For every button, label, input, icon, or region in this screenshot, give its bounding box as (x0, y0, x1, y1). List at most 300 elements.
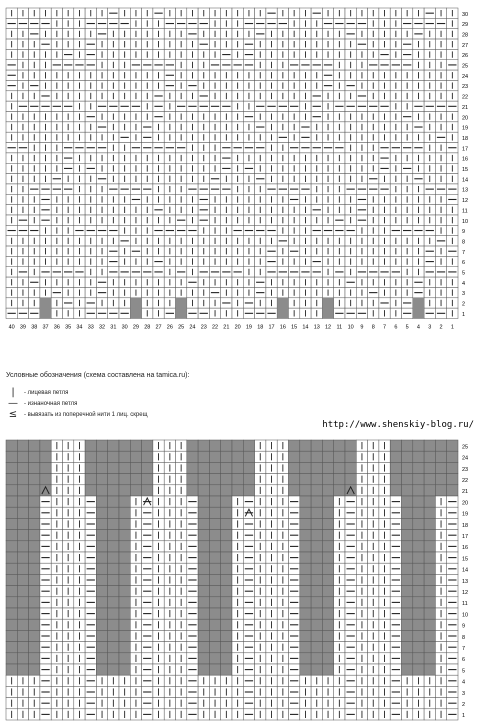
chart-cell (413, 462, 424, 473)
chart-cell (96, 496, 107, 507)
col-label: 11 (336, 324, 343, 331)
chart-cell (198, 642, 209, 653)
chart-cell (424, 451, 435, 462)
row-label: 3 (462, 291, 466, 298)
chart-cell (311, 563, 322, 574)
row-label: 2 (462, 702, 466, 708)
col-label: 29 (132, 324, 140, 331)
chart-cell (17, 642, 28, 653)
chart-cell (29, 496, 40, 507)
chart-cell (29, 552, 40, 563)
chart-cell (6, 474, 17, 485)
chart-cell (96, 630, 107, 641)
chart-cell (85, 451, 96, 462)
chart-cell (221, 530, 232, 541)
chart-cell (187, 440, 198, 451)
chart-cell (447, 462, 458, 473)
chart-cell (322, 474, 333, 485)
chart-cell (17, 586, 28, 597)
chart-cell (413, 440, 424, 451)
row-label: 21 (462, 489, 469, 496)
col-label: 32 (98, 324, 106, 331)
col-label: 24 (189, 324, 196, 331)
row-label: 17 (462, 534, 469, 540)
chart-cell (413, 507, 424, 518)
chart-cell (130, 462, 141, 473)
chart-cell (17, 507, 28, 518)
gray-cell (40, 298, 51, 319)
chart-cell (311, 574, 322, 585)
chart-cell (221, 642, 232, 653)
chart-cell (345, 440, 356, 451)
chart-cell (96, 541, 107, 552)
chart-cell (6, 530, 17, 541)
chart-cell (435, 485, 446, 496)
chart-cell (96, 574, 107, 585)
col-label: 2 (439, 324, 443, 331)
chart-cell (209, 664, 220, 675)
chart-cell (300, 518, 311, 529)
chart-cell (300, 642, 311, 653)
chart-cell (198, 507, 209, 518)
purl-stitch-icon: — (8, 398, 18, 409)
row-label: 7 (462, 646, 466, 652)
chart-cell (334, 451, 345, 462)
chart-cell (424, 440, 435, 451)
row-label: 28 (462, 32, 469, 39)
row-label: 9 (462, 623, 466, 630)
chart-cell (311, 552, 322, 563)
row-label: 16 (462, 156, 469, 163)
chart-cell (17, 541, 28, 552)
chart-cell (311, 507, 322, 518)
row-label: 22 (462, 94, 469, 101)
chart-cell (300, 653, 311, 664)
chart-cell (334, 474, 345, 485)
chart-cell (424, 597, 435, 608)
row-label: 19 (462, 125, 469, 132)
legend-label-knit: - лицевая петля (24, 390, 69, 396)
chart-cell (413, 518, 424, 529)
chart-cell (311, 664, 322, 675)
chart-cell (334, 440, 345, 451)
chart-cell (221, 630, 232, 641)
row-label: 19 (462, 511, 469, 518)
chart-cell (311, 462, 322, 473)
chart-cell (96, 563, 107, 574)
col-label: 14 (302, 324, 309, 331)
chart-cell (300, 563, 311, 574)
chart-cell (108, 619, 119, 630)
col-label: 22 (211, 324, 219, 331)
chart-cell (424, 507, 435, 518)
col-label: 15 (291, 324, 298, 331)
row-label: 9 (462, 229, 466, 236)
col-label: 21 (223, 324, 230, 331)
chart-cell (424, 608, 435, 619)
chart-cell (413, 642, 424, 653)
chart-cell (29, 518, 40, 529)
chart-cell (243, 485, 254, 496)
chart-cell (108, 552, 119, 563)
row-label: 18 (462, 135, 469, 142)
chart-cell (322, 653, 333, 664)
chart-cell (221, 563, 232, 574)
legend (0, 368, 480, 428)
chart-cell (221, 474, 232, 485)
chart-cell (29, 597, 40, 608)
row-label: 18 (462, 522, 469, 529)
chart-cell (29, 485, 40, 496)
col-label: 5 (405, 324, 409, 331)
chart-cell (402, 653, 413, 664)
chart-cell (96, 552, 107, 563)
col-label: 39 (19, 324, 27, 331)
chart-cell (300, 474, 311, 485)
chart-cell (232, 462, 243, 473)
chart-cell (413, 541, 424, 552)
chart-cell (96, 586, 107, 597)
chart-cell (198, 496, 209, 507)
row-label: 25 (462, 63, 469, 70)
chart-cell (6, 619, 17, 630)
chart-cell (142, 485, 153, 496)
chart-cell (221, 496, 232, 507)
row-label: 24 (462, 455, 469, 462)
chart-cell (96, 518, 107, 529)
chart-cell (6, 496, 17, 507)
chart-cell (322, 518, 333, 529)
chart-cell (119, 451, 130, 462)
chart-cell (119, 485, 130, 496)
row-label: 17 (462, 146, 469, 153)
chart-cell (6, 642, 17, 653)
col-label: 26 (166, 324, 173, 331)
chart-cell (300, 586, 311, 597)
chart-cell (209, 574, 220, 585)
chart-cell (424, 630, 435, 641)
chart-cell (289, 474, 300, 485)
chart-cell (424, 485, 435, 496)
chart-cell (108, 664, 119, 675)
chart-cell (17, 530, 28, 541)
chart-cell (402, 597, 413, 608)
chart-cell (198, 518, 209, 529)
col-label: 31 (110, 324, 117, 331)
chart-cell (17, 462, 28, 473)
chart-cell (289, 485, 300, 496)
chart-cell (322, 630, 333, 641)
chart-cell (187, 485, 198, 496)
chart-cell (85, 474, 96, 485)
col-label: 4 (416, 324, 420, 331)
chart-cell (96, 507, 107, 518)
chart-cell (108, 440, 119, 451)
chart-cell (29, 462, 40, 473)
chart-cell (142, 474, 153, 485)
chart-cell (424, 664, 435, 675)
chart-cell (108, 608, 119, 619)
chart-cell (142, 440, 153, 451)
chart-cell (29, 642, 40, 653)
chart-cell (300, 451, 311, 462)
chart-cell (221, 485, 232, 496)
chart-cell (17, 552, 28, 563)
row-label: 10 (462, 612, 469, 619)
row-label: 16 (462, 545, 469, 552)
row-label: 1 (462, 311, 466, 318)
row-label: 8 (462, 634, 466, 641)
chart-cell (108, 586, 119, 597)
chart-cell (424, 574, 435, 585)
chart-cell (390, 474, 401, 485)
chart-cell (300, 664, 311, 675)
chart-cell (424, 586, 435, 597)
chart-cell (413, 485, 424, 496)
chart-cell (402, 541, 413, 552)
chart-cell (300, 597, 311, 608)
chart-cell (108, 597, 119, 608)
chart-cell (424, 496, 435, 507)
col-label: 1 (450, 324, 454, 331)
chart-cell (108, 462, 119, 473)
chart-cell (221, 462, 232, 473)
row-label: 26 (462, 53, 469, 60)
chart-cell (221, 586, 232, 597)
chart-cell (209, 496, 220, 507)
chart-cell (209, 541, 220, 552)
chart-cell (198, 574, 209, 585)
chart-cell (424, 563, 435, 574)
col-label: 35 (65, 324, 72, 331)
row-label: 6 (462, 657, 466, 664)
chart-cell (300, 574, 311, 585)
row-label: 8 (462, 239, 466, 246)
chart-cell (209, 630, 220, 641)
row-label: 11 (462, 208, 468, 215)
chart-cell (29, 664, 40, 675)
chart-cell (311, 642, 322, 653)
chart-cell (209, 552, 220, 563)
chart-cell (413, 530, 424, 541)
chart-cell (209, 474, 220, 485)
chart-cell (424, 541, 435, 552)
chart-cell (311, 619, 322, 630)
chart-cell (322, 619, 333, 630)
chart-cell (17, 440, 28, 451)
row-label: 14 (462, 177, 469, 184)
chart-cell (209, 451, 220, 462)
col-label: 25 (178, 324, 185, 331)
row-label: 20 (462, 500, 469, 507)
chart-cell (6, 518, 17, 529)
chart-cell (6, 541, 17, 552)
col-label: 8 (371, 324, 375, 331)
chart-cell (435, 440, 446, 451)
chart-cell (108, 507, 119, 518)
chart-cell (96, 451, 107, 462)
chart-cell (402, 507, 413, 518)
chart-cell (413, 608, 424, 619)
chart-cell (17, 563, 28, 574)
chart-cell (119, 574, 130, 585)
chart-cell (17, 608, 28, 619)
chart-cell (108, 630, 119, 641)
chart-cell (108, 653, 119, 664)
chart-cell (119, 440, 130, 451)
chart-cell (322, 507, 333, 518)
chart-cell (96, 664, 107, 675)
chart-cell (447, 485, 458, 496)
chart-cell (322, 664, 333, 675)
chart-cell (311, 586, 322, 597)
chart-cell (402, 586, 413, 597)
chart-cell (17, 451, 28, 462)
chart-cell (402, 630, 413, 641)
row-label: 12 (462, 198, 469, 205)
chart-cell (424, 653, 435, 664)
chart-cell (424, 518, 435, 529)
chart-cell (6, 552, 17, 563)
gray-cell (277, 298, 288, 319)
chart-cell (198, 597, 209, 608)
row-label: 4 (462, 679, 466, 686)
chart-cell (402, 552, 413, 563)
chart-cell (402, 619, 413, 630)
chart-cell (345, 474, 356, 485)
chart-cell (402, 496, 413, 507)
chart-cell (232, 474, 243, 485)
chart-cell (29, 619, 40, 630)
chart-cell (119, 462, 130, 473)
chart-cell (29, 451, 40, 462)
chart-cell (29, 474, 40, 485)
chart-cell (300, 619, 311, 630)
chart-cell (119, 541, 130, 552)
chart-cell (209, 440, 220, 451)
chart-cell (209, 586, 220, 597)
chart-cell (17, 485, 28, 496)
chart-cell (402, 440, 413, 451)
gray-cell (176, 298, 187, 319)
chart-cell (322, 462, 333, 473)
chart-cell (413, 619, 424, 630)
col-label: 13 (313, 324, 320, 331)
chart-cell (17, 574, 28, 585)
row-label: 14 (462, 567, 469, 574)
chart-cell (108, 574, 119, 585)
chart-cell (198, 552, 209, 563)
chart-cell (413, 574, 424, 585)
chart-cell (29, 608, 40, 619)
chart-cell (311, 518, 322, 529)
chart-cell (243, 451, 254, 462)
chart-cell (221, 518, 232, 529)
chart-cell (119, 518, 130, 529)
chart-cell (345, 462, 356, 473)
chart-cell (221, 574, 232, 585)
chart-cell (198, 563, 209, 574)
chart-cell (29, 586, 40, 597)
chart-cell (6, 440, 17, 451)
chart-cell (108, 496, 119, 507)
chart-cell (300, 496, 311, 507)
row-label: 10 (462, 218, 469, 225)
chart-cell (17, 619, 28, 630)
row-label: 23 (462, 84, 469, 91)
chart-cell (209, 653, 220, 664)
chart-cell (322, 608, 333, 619)
chart-cell (119, 664, 130, 675)
col-label: 27 (155, 324, 162, 331)
chart-cell (221, 619, 232, 630)
chart-cell (209, 597, 220, 608)
row-label: 6 (462, 260, 466, 267)
chart-cell (402, 574, 413, 585)
gray-cell (130, 298, 141, 319)
col-label: 19 (245, 324, 253, 331)
row-label: 13 (462, 187, 469, 194)
col-label: 28 (144, 324, 151, 331)
row-label: 25 (462, 444, 469, 451)
chart-cell (413, 552, 424, 563)
chart-cell (322, 451, 333, 462)
col-label: 38 (31, 324, 38, 331)
chart-cell (142, 462, 153, 473)
chart-cell (221, 507, 232, 518)
chart-cell (322, 552, 333, 563)
chart-cell (119, 597, 130, 608)
chart-cell (29, 630, 40, 641)
chart-cell (85, 462, 96, 473)
chart-cell (424, 619, 435, 630)
chart-cell (6, 597, 17, 608)
chart-cell (311, 541, 322, 552)
chart-cell (311, 597, 322, 608)
row-label: 29 (462, 22, 469, 29)
chart-cell (390, 440, 401, 451)
row-label: 13 (462, 578, 469, 585)
chart-cell (198, 653, 209, 664)
col-labels (9, 325, 454, 331)
knit-stitch-icon: | (11, 387, 15, 398)
chart-cell (40, 462, 51, 473)
chart-cell (6, 586, 17, 597)
chart-cell (424, 530, 435, 541)
col-label: 18 (257, 324, 264, 331)
chart-cell (390, 485, 401, 496)
row-label: 27 (462, 42, 469, 49)
chart-cell (402, 462, 413, 473)
legend-item-purl (8, 399, 77, 409)
chart-cell (221, 440, 232, 451)
chart-cell (322, 574, 333, 585)
chart-cell (311, 485, 322, 496)
col-label: 6 (394, 324, 398, 331)
chart-cell (108, 541, 119, 552)
chart-cell (311, 530, 322, 541)
row-label: 23 (462, 466, 469, 473)
chart-cell (232, 485, 243, 496)
row-labels (462, 444, 468, 719)
chart-cell (198, 485, 209, 496)
chart-cell (85, 440, 96, 451)
chart-cell (96, 608, 107, 619)
legend-item-increase (8, 410, 148, 420)
chart-cell (435, 451, 446, 462)
chart-cell (390, 462, 401, 473)
chart-cell (17, 653, 28, 664)
